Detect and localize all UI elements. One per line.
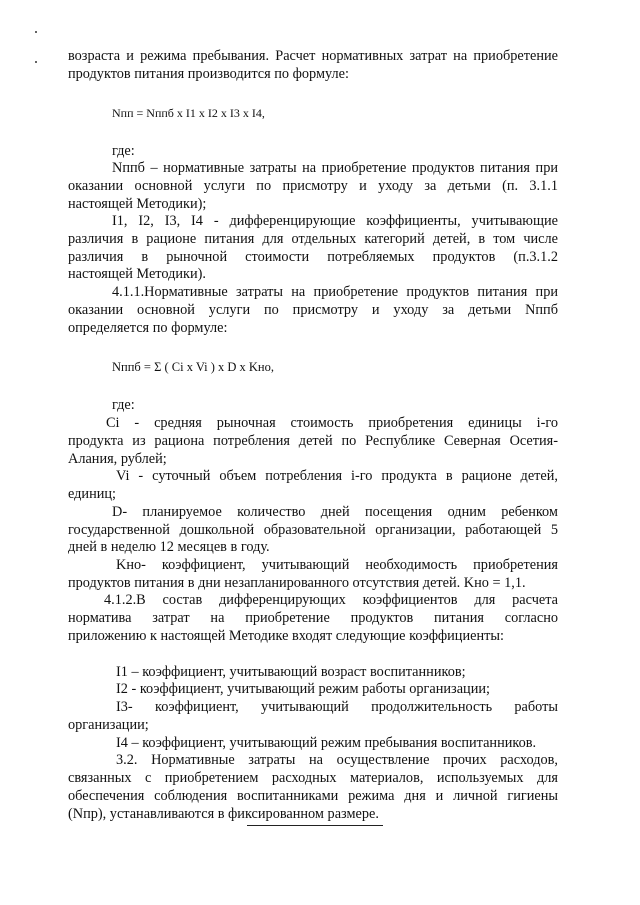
text-line: различия в рыночной стоимости потребляемых продуктов (п.3.1.2 bbox=[68, 249, 558, 265]
text-line: D- планируемое количество дней посещения одним ребенком bbox=[112, 504, 558, 520]
text-line: 4.1.1.Нормативные затраты на приобретение продуктов питания при bbox=[112, 284, 558, 300]
text-line: продуктов питания производится по формуле: bbox=[68, 66, 349, 82]
end-rule bbox=[247, 825, 383, 826]
where-label: где: bbox=[112, 397, 135, 413]
text-line: (Nпр), устанавливаются в фиксированном размере. bbox=[68, 806, 379, 822]
text-line: Nппб – нормативные затраты на приобретение продуктов питания при bbox=[112, 160, 558, 176]
text-line: норматива затрат на приобретение продуктов питания согласно bbox=[68, 610, 558, 626]
text-line: Алания, рублей; bbox=[68, 451, 167, 467]
text-line: оказании основной услуги по присмотру и уходу за детьми (п. 3.1.1 bbox=[68, 178, 558, 194]
text-line: связанных с приобретением расходных материалов, используемых для bbox=[68, 770, 558, 786]
text-line: оказании основной услуги по присмотру и уходу за детьми Nппб bbox=[68, 302, 558, 318]
text-line: дней в неделю 12 месяцев в году. bbox=[68, 539, 270, 555]
scan-speck bbox=[35, 31, 37, 33]
text-line: Vi - суточный объем потребления i-го продукта в рационе детей, bbox=[116, 468, 558, 484]
formula-npp: Nпп = Nппб x I1 x I2 x I3 x I4, bbox=[112, 106, 265, 120]
coefficient-item: I3- коэффициент, учитывающий продолжительность работы bbox=[116, 699, 558, 715]
text-line: Kно- коэффициент, учитывающий необходимость приобретения bbox=[116, 557, 558, 573]
formula-nppb: Nппб = Σ ( Ci x Vi ) x D x Kно, bbox=[112, 360, 274, 374]
text-line: определяется по формуле: bbox=[68, 320, 228, 336]
text-line: I1, I2, I3, I4 - дифференцирующие коэффициенты, учитывающие bbox=[112, 213, 558, 229]
text-line: 4.1.2.В состав дифференцирующих коэффициентов для расчета bbox=[104, 592, 558, 608]
text-line: продуктов питания в дни незапланированного отсутствия детей. Kно = 1,1. bbox=[68, 575, 526, 591]
where-label: где: bbox=[112, 143, 135, 159]
text-line: настоящей Методики); bbox=[68, 196, 207, 212]
coefficient-item: I2 - коэффициент, учитывающий режим работы организации; bbox=[116, 681, 490, 697]
text-line: различия в рационе питания для отдельных категорий детей, в том числе bbox=[68, 231, 558, 247]
text-line: продукта из рациона потребления детей по Республике Северная Осетия- bbox=[68, 433, 558, 449]
text-line: возраста и режима пребывания. Расчет нормативных затрат на приобретение bbox=[68, 48, 558, 64]
coefficient-item: I4 – коэффициент, учитывающий режим пребывания воспитанников. bbox=[116, 735, 537, 751]
text-line: настоящей Методики). bbox=[68, 266, 206, 282]
text-line: обеспечения соблюдения воспитанниками режима дня и личной гигиены bbox=[68, 788, 558, 804]
scan-speck bbox=[35, 61, 37, 63]
text-line: 3.2. Нормативные затраты на осуществление прочих расходов, bbox=[116, 752, 558, 768]
text-line: приложению к настоящей Методике входят следующие коэффициенты: bbox=[68, 628, 504, 644]
text-line: государственной дошкольной образовательной организации, работающей 5 bbox=[68, 522, 558, 538]
text-line: Ci - средняя рыночная стоимость приобретения единицы i-го bbox=[106, 415, 558, 431]
coefficient-item: I1 – коэффициент, учитывающий возраст воспитанников; bbox=[116, 664, 466, 680]
coefficient-item: организации; bbox=[68, 717, 149, 733]
text-line: единиц; bbox=[68, 486, 117, 502]
